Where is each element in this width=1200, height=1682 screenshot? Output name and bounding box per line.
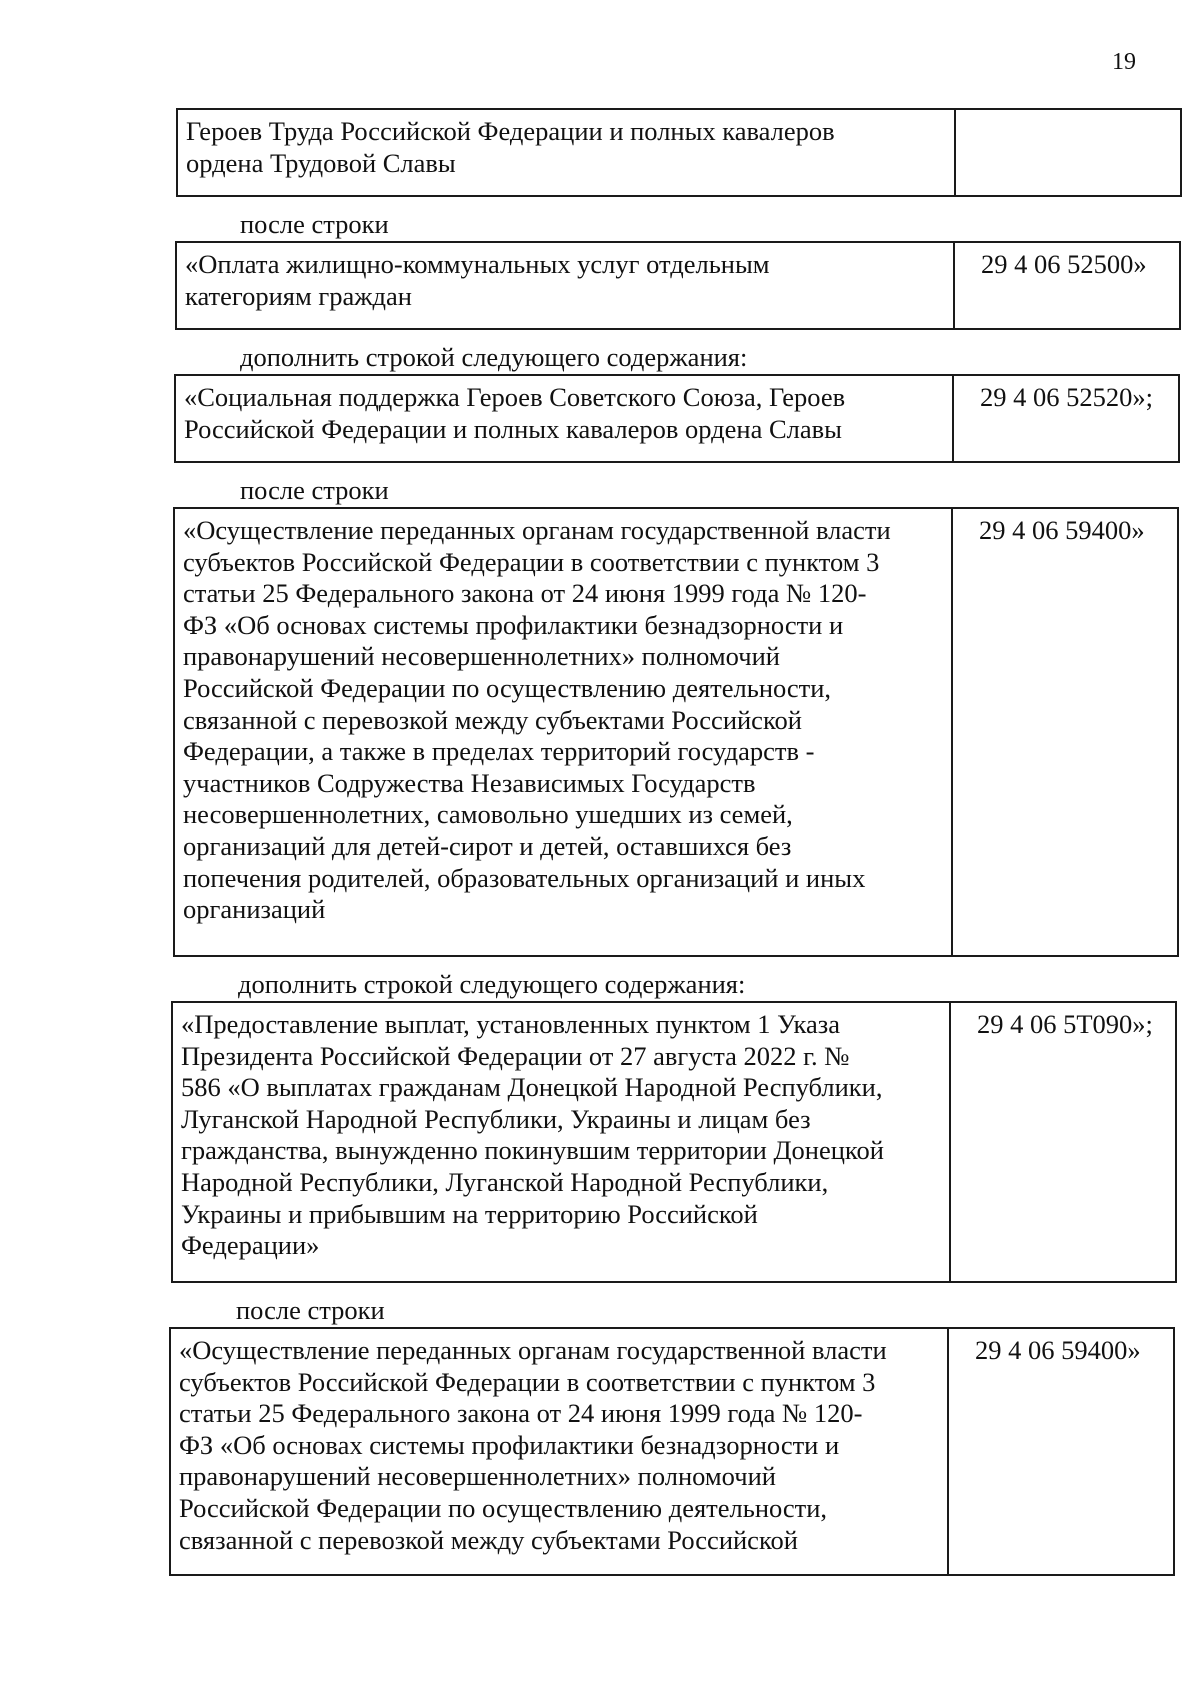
instruction-add-row: дополнить строкой следующего содержания:: [240, 342, 748, 372]
table-row: [175, 241, 1181, 330]
instruction-add-row: дополнить строкой следующего содержания:: [238, 969, 746, 999]
row-code-cell: 29 4 06 59400»: [975, 1335, 1141, 1365]
row-text-cell: «Оплата жилищно-коммунальных услуг отдельным категориям граждан: [177, 243, 955, 328]
row-code-cell: [956, 110, 1180, 195]
row-code-cell: 29 4 06 5Т090»;: [977, 1009, 1153, 1039]
row-text-cell: «Осуществление переданных органам государственной власти субъектов Российской Федерации в соответствии с пунктом 3 статьи 25 Федерального закона от 24 июня 1999 года № 120- ФЗ «Об основах системы профилактики безнадзорности и правонарушений несовершеннолетних» полномочий Российской Федерации по осуществлению деятельности, связанной с перевозкой между субъектами Российской: [171, 1329, 949, 1574]
instruction-after-row: после строки: [236, 1295, 385, 1325]
instruction-after-row: после строки: [240, 475, 389, 505]
page-number: 19: [1112, 49, 1136, 75]
row-text-cell: «Осуществление переданных органам государственной власти субъектов Российской Федерации в соответствии с пунктом 3 статьи 25 Федерального закона от 24 июня 1999 года № 120- ФЗ «Об основах системы профилактики безнадзорности и правонарушений несовершеннолетних» полномочий Российской Федерации по осуществлению деятельности, связанной с перевозкой между субъектами Российской Федерации, а также в пределах территорий государств - участников Содружества Независимых Государств несовершеннолетних, самовольно ушедших из семей, организаций для детей-сирот и детей, оставшихся без попечения родителей, образовательных организаций и иных организаций: [175, 509, 953, 955]
table-row: [169, 1327, 1175, 1576]
row-text-cell: «Предоставление выплат, установленных пунктом 1 Указа Президента Российской Федерации от 27 августа 2022 г. № 586 «О выплатах гражданам Донецкой Народной Республики, Луганской Народной Республики, Украины и лицам без гражданства, вынужденно покинувшим территории Донецкой Народной Республики, Луганской Народной Республики, Украины и прибывшим на территорию Российской Федерации»: [173, 1003, 951, 1281]
table-row: [171, 1001, 1177, 1283]
row-text-cell: «Социальная поддержка Героев Советского Союза, Героев Российской Федерации и полных кавалеров ордена Славы: [176, 376, 954, 461]
row-code-cell: 29 4 06 59400»: [979, 515, 1145, 545]
row-code-cell: 29 4 06 52500»: [981, 249, 1147, 279]
instruction-after-row: после строки: [240, 209, 389, 239]
table-row: [174, 374, 1180, 463]
table-row: [173, 507, 1179, 957]
row-code-cell: 29 4 06 52520»;: [980, 382, 1153, 412]
table-row: [176, 108, 1182, 197]
row-text-cell: Героев Труда Российской Федерации и полных кавалеров ордена Трудовой Славы: [178, 110, 956, 195]
